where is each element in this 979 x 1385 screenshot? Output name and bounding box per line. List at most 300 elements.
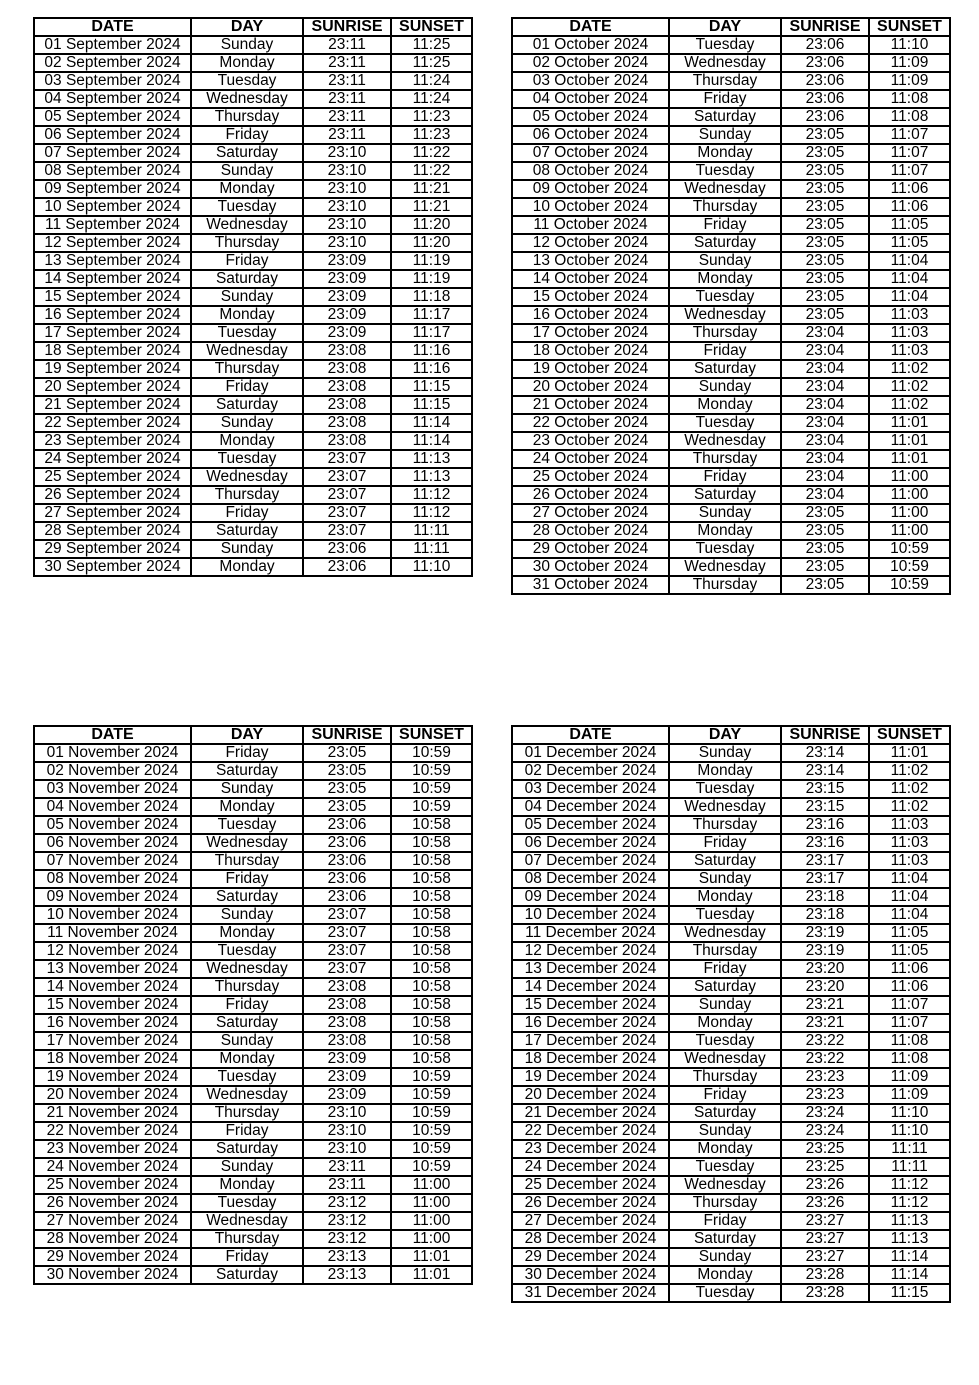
table-row — [512, 396, 950, 414]
day-cell: Friday — [669, 342, 781, 360]
sunrise-cell: 23:08 — [303, 1014, 391, 1032]
table-row — [34, 252, 472, 270]
sunrise-cell: 23:06 — [303, 834, 391, 852]
sunset-cell: 11:22 — [391, 162, 472, 180]
table-row — [512, 36, 950, 54]
sunset-cell: 11:24 — [391, 72, 472, 90]
day-cell: Thursday — [669, 1068, 781, 1086]
day-cell: Friday — [191, 504, 303, 522]
day-cell: Saturday — [191, 522, 303, 540]
date-cell: 21 December 2024 — [512, 1104, 669, 1122]
day-cell: Monday — [669, 1014, 781, 1032]
sunset-cell: 11:14 — [869, 1248, 950, 1266]
september-table — [33, 17, 473, 577]
day-cell: Monday — [669, 1140, 781, 1158]
sunrise-cell: 23:18 — [781, 888, 869, 906]
table-row — [512, 852, 950, 870]
day-cell: Sunday — [669, 1248, 781, 1266]
table-row — [512, 360, 950, 378]
day-cell: Saturday — [191, 144, 303, 162]
date-header: DATE — [512, 726, 669, 744]
date-header: DATE — [512, 18, 669, 36]
date-cell: 17 November 2024 — [34, 1032, 191, 1050]
sunset-cell: 11:10 — [391, 558, 472, 576]
sunset-cell: 11:04 — [869, 888, 950, 906]
sunrise-cell: 23:07 — [303, 906, 391, 924]
sunrise-cell: 23:25 — [781, 1140, 869, 1158]
day-cell: Thursday — [191, 360, 303, 378]
header-row — [512, 726, 950, 744]
day-cell: Sunday — [191, 36, 303, 54]
sunrise-cell: 23:07 — [303, 960, 391, 978]
sunset-cell: 10:59 — [869, 576, 950, 594]
date-cell: 23 October 2024 — [512, 432, 669, 450]
sunset-cell: 10:59 — [869, 540, 950, 558]
table-row — [34, 558, 472, 576]
date-cell: 11 September 2024 — [34, 216, 191, 234]
sunrise-cell: 23:04 — [781, 468, 869, 486]
date-cell: 17 September 2024 — [34, 324, 191, 342]
table-row — [34, 996, 472, 1014]
table-row — [34, 906, 472, 924]
sunset-cell: 11:03 — [869, 342, 950, 360]
sunset-cell: 10:59 — [391, 1122, 472, 1140]
sunrise-cell: 23:05 — [781, 216, 869, 234]
sunrise-cell: 23:11 — [303, 1176, 391, 1194]
day-cell: Monday — [191, 306, 303, 324]
date-cell: 27 October 2024 — [512, 504, 669, 522]
sunset-cell: 11:10 — [869, 36, 950, 54]
sunset-cell: 10:58 — [391, 834, 472, 852]
sunrise-cell: 23:09 — [303, 1050, 391, 1068]
sunrise-header: SUNRISE — [303, 726, 391, 744]
date-cell: 01 November 2024 — [34, 744, 191, 762]
sunset-cell: 10:58 — [391, 924, 472, 942]
sunset-cell: 11:15 — [391, 396, 472, 414]
date-cell: 21 September 2024 — [34, 396, 191, 414]
date-cell: 10 September 2024 — [34, 198, 191, 216]
date-cell: 16 October 2024 — [512, 306, 669, 324]
day-cell: Sunday — [191, 1158, 303, 1176]
table-row — [34, 198, 472, 216]
day-cell: Thursday — [669, 72, 781, 90]
day-cell: Friday — [669, 468, 781, 486]
date-cell: 28 December 2024 — [512, 1230, 669, 1248]
day-cell: Friday — [669, 90, 781, 108]
date-cell: 30 November 2024 — [34, 1266, 191, 1284]
sunset-cell: 11:05 — [869, 216, 950, 234]
header-row — [512, 18, 950, 36]
sunset-cell: 11:05 — [869, 234, 950, 252]
date-cell: 18 November 2024 — [34, 1050, 191, 1068]
day-cell: Tuesday — [669, 906, 781, 924]
table-row — [34, 1230, 472, 1248]
date-cell: 25 December 2024 — [512, 1176, 669, 1194]
sunrise-cell: 23:06 — [303, 852, 391, 870]
day-cell: Tuesday — [191, 450, 303, 468]
sunset-cell: 11:00 — [391, 1194, 472, 1212]
sunrise-cell: 23:22 — [781, 1032, 869, 1050]
table-row — [34, 1014, 472, 1032]
table-row — [512, 324, 950, 342]
table-row — [34, 1194, 472, 1212]
table-row — [512, 1158, 950, 1176]
date-cell: 26 December 2024 — [512, 1194, 669, 1212]
date-cell: 18 December 2024 — [512, 1050, 669, 1068]
table-row — [34, 324, 472, 342]
sunset-cell: 10:59 — [391, 798, 472, 816]
table-row — [512, 450, 950, 468]
date-cell: 03 November 2024 — [34, 780, 191, 798]
sunset-cell: 11:01 — [391, 1248, 472, 1266]
date-cell: 13 September 2024 — [34, 252, 191, 270]
day-cell: Tuesday — [191, 816, 303, 834]
sunset-cell: 11:24 — [391, 90, 472, 108]
sunset-cell: 11:02 — [869, 798, 950, 816]
sunrise-cell: 23:23 — [781, 1068, 869, 1086]
sunset-cell: 11:13 — [869, 1212, 950, 1230]
day-cell: Sunday — [669, 1122, 781, 1140]
table-row — [512, 1014, 950, 1032]
day-cell: Tuesday — [669, 1158, 781, 1176]
sunrise-cell: 23:11 — [303, 1158, 391, 1176]
table-row — [34, 162, 472, 180]
day-cell: Saturday — [191, 270, 303, 288]
table-row — [512, 504, 950, 522]
day-cell: Wednesday — [669, 1050, 781, 1068]
date-cell: 24 December 2024 — [512, 1158, 669, 1176]
sunrise-cell: 23:09 — [303, 324, 391, 342]
sunrise-cell: 23:15 — [781, 798, 869, 816]
sunrise-cell: 23:14 — [781, 762, 869, 780]
table-row — [34, 1086, 472, 1104]
sunset-cell: 11:11 — [391, 522, 472, 540]
day-cell: Tuesday — [191, 72, 303, 90]
sunset-cell: 10:59 — [391, 780, 472, 798]
table-row — [512, 108, 950, 126]
date-cell: 08 November 2024 — [34, 870, 191, 888]
sunset-cell: 11:09 — [869, 1068, 950, 1086]
sunrise-cell: 23:10 — [303, 1140, 391, 1158]
sunset-cell: 11:07 — [869, 126, 950, 144]
table-row — [34, 1176, 472, 1194]
date-cell: 25 November 2024 — [34, 1176, 191, 1194]
table-row — [34, 432, 472, 450]
day-cell: Friday — [191, 744, 303, 762]
sunset-cell: 11:05 — [869, 942, 950, 960]
table-row — [34, 414, 472, 432]
sunrise-cell: 23:28 — [781, 1266, 869, 1284]
sunrise-cell: 23:09 — [303, 1068, 391, 1086]
sunrise-cell: 23:09 — [303, 306, 391, 324]
sunset-cell: 10:58 — [391, 1050, 472, 1068]
date-cell: 12 October 2024 — [512, 234, 669, 252]
sunrise-cell: 23:08 — [303, 396, 391, 414]
sunset-cell: 11:12 — [391, 486, 472, 504]
day-cell: Friday — [191, 1248, 303, 1266]
sunset-cell: 11:00 — [869, 486, 950, 504]
sunset-cell: 11:02 — [869, 762, 950, 780]
sunset-cell: 11:05 — [869, 924, 950, 942]
date-cell: 05 October 2024 — [512, 108, 669, 126]
day-cell: Wednesday — [191, 960, 303, 978]
sunset-cell: 11:09 — [869, 1086, 950, 1104]
date-cell: 09 December 2024 — [512, 888, 669, 906]
date-cell: 07 December 2024 — [512, 852, 669, 870]
date-cell: 14 October 2024 — [512, 270, 669, 288]
day-cell: Wednesday — [191, 468, 303, 486]
day-cell: Tuesday — [669, 780, 781, 798]
day-cell: Wednesday — [191, 1212, 303, 1230]
sunset-cell: 11:14 — [869, 1266, 950, 1284]
table-row — [512, 288, 950, 306]
table-row — [512, 432, 950, 450]
date-cell: 12 September 2024 — [34, 234, 191, 252]
day-cell: Saturday — [669, 852, 781, 870]
sunset-cell: 11:11 — [869, 1140, 950, 1158]
day-cell: Thursday — [669, 942, 781, 960]
sunset-cell: 11:06 — [869, 960, 950, 978]
sunrise-cell: 23:04 — [781, 432, 869, 450]
day-cell: Saturday — [669, 234, 781, 252]
date-cell: 09 September 2024 — [34, 180, 191, 198]
day-cell: Thursday — [669, 816, 781, 834]
table-row — [34, 468, 472, 486]
day-cell: Wednesday — [191, 834, 303, 852]
sunrise-cell: 23:06 — [781, 108, 869, 126]
sunrise-header: SUNRISE — [781, 726, 869, 744]
sunset-cell: 11:06 — [869, 978, 950, 996]
day-cell: Saturday — [191, 762, 303, 780]
date-cell: 15 September 2024 — [34, 288, 191, 306]
table-row — [512, 1050, 950, 1068]
day-cell: Tuesday — [669, 36, 781, 54]
sunset-cell: 10:58 — [391, 978, 472, 996]
sunset-cell: 11:25 — [391, 36, 472, 54]
sunrise-cell: 23:27 — [781, 1230, 869, 1248]
sunrise-cell: 23:05 — [781, 162, 869, 180]
table-row — [512, 1248, 950, 1266]
day-cell: Sunday — [191, 162, 303, 180]
day-cell: Thursday — [191, 108, 303, 126]
table-row — [34, 126, 472, 144]
date-cell: 22 September 2024 — [34, 414, 191, 432]
date-header: DATE — [34, 18, 191, 36]
table-row — [512, 576, 950, 594]
day-cell: Tuesday — [191, 198, 303, 216]
date-cell: 03 October 2024 — [512, 72, 669, 90]
date-cell: 23 September 2024 — [34, 432, 191, 450]
date-cell: 15 October 2024 — [512, 288, 669, 306]
sunset-cell: 11:12 — [869, 1194, 950, 1212]
date-cell: 29 November 2024 — [34, 1248, 191, 1266]
sunrise-cell: 23:10 — [303, 1104, 391, 1122]
date-cell: 18 September 2024 — [34, 342, 191, 360]
sunset-cell: 11:00 — [391, 1230, 472, 1248]
date-cell: 29 October 2024 — [512, 540, 669, 558]
date-cell: 02 September 2024 — [34, 54, 191, 72]
day-cell: Sunday — [191, 288, 303, 306]
sunset-header: SUNSET — [391, 18, 472, 36]
day-cell: Sunday — [669, 126, 781, 144]
day-cell: Tuesday — [191, 1194, 303, 1212]
day-cell: Saturday — [669, 1104, 781, 1122]
date-cell: 05 November 2024 — [34, 816, 191, 834]
date-cell: 28 September 2024 — [34, 522, 191, 540]
sunset-cell: 11:10 — [869, 1122, 950, 1140]
day-cell: Saturday — [669, 486, 781, 504]
day-cell: Thursday — [669, 450, 781, 468]
day-cell: Saturday — [669, 360, 781, 378]
date-cell: 08 October 2024 — [512, 162, 669, 180]
table-row — [34, 834, 472, 852]
table-row — [34, 36, 472, 54]
sunrise-cell: 23:28 — [781, 1284, 869, 1302]
sunset-cell: 11:23 — [391, 126, 472, 144]
sunrise-cell: 23:05 — [781, 270, 869, 288]
sunrise-cell: 23:07 — [303, 522, 391, 540]
sunset-cell: 11:03 — [869, 852, 950, 870]
day-cell: Wednesday — [669, 306, 781, 324]
date-cell: 20 October 2024 — [512, 378, 669, 396]
day-cell: Wednesday — [191, 342, 303, 360]
date-cell: 03 December 2024 — [512, 780, 669, 798]
table-row — [512, 780, 950, 798]
sunset-cell: 10:58 — [391, 888, 472, 906]
table-row — [512, 906, 950, 924]
sunrise-header: SUNRISE — [303, 18, 391, 36]
sunset-cell: 11:03 — [869, 834, 950, 852]
day-cell: Saturday — [191, 1014, 303, 1032]
sunset-cell: 10:58 — [391, 1014, 472, 1032]
table-row — [512, 834, 950, 852]
table-row — [512, 1230, 950, 1248]
sunset-cell: 11:17 — [391, 306, 472, 324]
table-row — [34, 960, 472, 978]
sunrise-cell: 23:05 — [781, 576, 869, 594]
sunset-cell: 11:21 — [391, 180, 472, 198]
table-row — [512, 744, 950, 762]
sunrise-cell: 23:24 — [781, 1104, 869, 1122]
sunset-cell: 11:10 — [869, 1104, 950, 1122]
table-row — [34, 1248, 472, 1266]
table-row — [512, 1122, 950, 1140]
day-cell: Monday — [669, 396, 781, 414]
date-cell: 12 November 2024 — [34, 942, 191, 960]
day-cell: Thursday — [669, 576, 781, 594]
date-cell: 19 October 2024 — [512, 360, 669, 378]
day-cell: Thursday — [191, 486, 303, 504]
day-header: DAY — [191, 726, 303, 744]
day-cell: Tuesday — [191, 1068, 303, 1086]
day-cell: Monday — [669, 144, 781, 162]
day-cell: Sunday — [669, 378, 781, 396]
day-cell: Friday — [669, 216, 781, 234]
sunrise-cell: 23:26 — [781, 1176, 869, 1194]
date-cell: 21 October 2024 — [512, 396, 669, 414]
sunset-cell: 11:09 — [869, 54, 950, 72]
sunrise-cell: 23:05 — [303, 798, 391, 816]
sunset-cell: 10:59 — [391, 1068, 472, 1086]
sunrise-cell: 23:10 — [303, 216, 391, 234]
sunset-cell: 10:59 — [391, 762, 472, 780]
sunrise-cell: 23:05 — [781, 522, 869, 540]
day-cell: Wednesday — [191, 90, 303, 108]
sunrise-cell: 23:05 — [781, 180, 869, 198]
sunset-cell: 11:00 — [869, 504, 950, 522]
sunrise-cell: 23:13 — [303, 1248, 391, 1266]
sunset-cell: 11:20 — [391, 234, 472, 252]
table-row — [512, 72, 950, 90]
date-cell: 27 September 2024 — [34, 504, 191, 522]
sunrise-cell: 23:09 — [303, 1086, 391, 1104]
sunrise-cell: 23:05 — [781, 540, 869, 558]
sunset-cell: 10:59 — [391, 1086, 472, 1104]
sunrise-cell: 23:04 — [781, 360, 869, 378]
sunrise-cell: 23:11 — [303, 72, 391, 90]
sunset-cell: 11:07 — [869, 996, 950, 1014]
date-cell: 01 September 2024 — [34, 36, 191, 54]
sunrise-cell: 23:14 — [781, 744, 869, 762]
table-row — [512, 870, 950, 888]
sunrise-cell: 23:21 — [781, 1014, 869, 1032]
date-cell: 02 November 2024 — [34, 762, 191, 780]
sunrise-cell: 23:07 — [303, 504, 391, 522]
date-cell: 20 December 2024 — [512, 1086, 669, 1104]
table-row — [512, 798, 950, 816]
sunset-cell: 11:04 — [869, 270, 950, 288]
sunrise-cell: 23:13 — [303, 1266, 391, 1284]
table-row — [34, 978, 472, 996]
sunrise-cell: 23:12 — [303, 1230, 391, 1248]
sunrise-cell: 23:11 — [303, 108, 391, 126]
sunrise-cell: 23:12 — [303, 1212, 391, 1230]
sunrise-cell: 23:06 — [781, 72, 869, 90]
date-cell: 02 December 2024 — [512, 762, 669, 780]
sunset-cell: 11:04 — [869, 252, 950, 270]
day-cell: Sunday — [191, 1032, 303, 1050]
date-cell: 10 November 2024 — [34, 906, 191, 924]
sunset-cell: 11:01 — [869, 414, 950, 432]
sunset-cell: 11:21 — [391, 198, 472, 216]
sunrise-cell: 23:04 — [781, 414, 869, 432]
table-row — [512, 1212, 950, 1230]
table-row — [34, 1032, 472, 1050]
table-row — [512, 1086, 950, 1104]
table-row — [34, 108, 472, 126]
table-row — [512, 522, 950, 540]
date-cell: 24 November 2024 — [34, 1158, 191, 1176]
sunset-cell: 11:08 — [869, 90, 950, 108]
date-cell: 26 September 2024 — [34, 486, 191, 504]
day-cell: Friday — [669, 960, 781, 978]
table-row — [512, 234, 950, 252]
table-row — [34, 504, 472, 522]
sunrise-cell: 23:12 — [303, 1194, 391, 1212]
sunrise-cell: 23:05 — [781, 306, 869, 324]
table-row — [512, 162, 950, 180]
day-cell: Wednesday — [669, 798, 781, 816]
day-cell: Thursday — [191, 978, 303, 996]
table-row — [512, 486, 950, 504]
table-row — [34, 780, 472, 798]
date-cell: 11 November 2024 — [34, 924, 191, 942]
day-cell: Thursday — [191, 234, 303, 252]
day-cell: Saturday — [191, 396, 303, 414]
sunset-cell: 11:11 — [869, 1158, 950, 1176]
sunset-cell: 11:08 — [869, 1032, 950, 1050]
sunset-cell: 11:14 — [391, 414, 472, 432]
